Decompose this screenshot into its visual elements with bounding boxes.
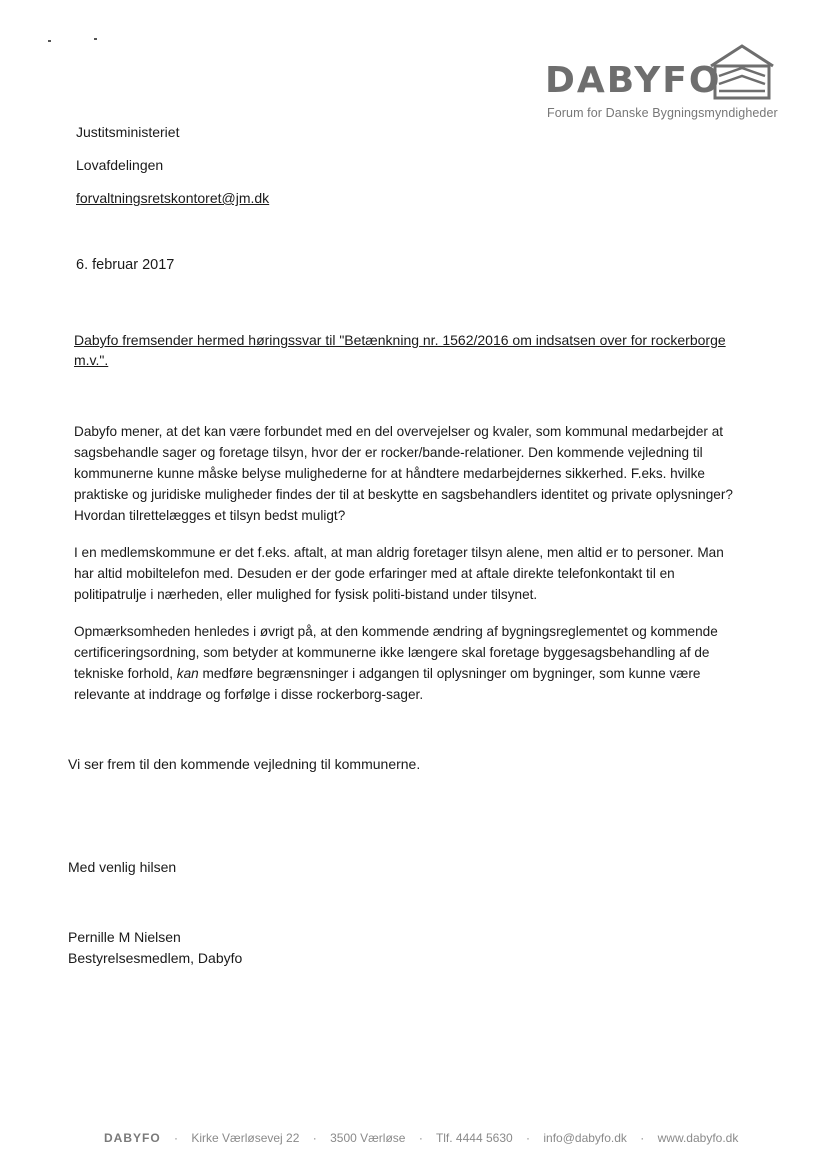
- house-roof-icon: [709, 44, 775, 100]
- footer-separator: ·: [312, 1131, 317, 1145]
- body-paragraph-2: I en medlemskommune er det f.eks. aftalt, at man aldrig foretager tilsyn alene, men altid er to personer. Man har altid mobiltelefon med. Desuden er der gode erfaringer med at aftale direkte telefonkontakt til en politipatrulje i nærheden, eller mulighed for fysisk politi-bistand under tilsynet.: [74, 545, 724, 602]
- letter-footer: [104, 1131, 784, 1145]
- closing-sentence: Vi ser frem til den kommende vejledning til kommunerne.: [68, 756, 421, 772]
- footer-separator: ·: [526, 1131, 531, 1145]
- body-paragraph-1: Dabyfo mener, at det kan være forbundet med en del overvejelser og kvaler, som kommunal medarbejder at sagsbehandle sager og foretage tilsyn, hvor der er rocker/bande-relationer. Den kommende vejledning til kommunerne kunne måske belyse mulighederne for at håndtere medarbejdernes sikkerhed. F.eks. hvilke praktiske og juridiske muligheder findes der til at beskytte en sagsbehandlers identitet og private oplysninger? Hvordan tilrettelægges et tilsyn bedst muligt?: [74, 424, 733, 523]
- letter-subject: Dabyfo fremsender hermed høringssvar til "Betænkning nr. 1562/2016 om indsatsen over for rockerborge m.v.".: [74, 332, 726, 368]
- paragraph-3-text-before: Opmærksomheden henledes i øvrigt på, at den kommende ændring af bygningsreglementet og kommende certificeringsordning, som betyder at kommunerne ikke længere skal foretage byggesagsbehandling af de tekniske forhold,: [74, 624, 718, 681]
- logo-wordmark: DABYFO: [545, 60, 722, 101]
- footer-email-link[interactable]: info@dabyfo.dk: [543, 1131, 627, 1145]
- footer-separator: ·: [418, 1131, 423, 1145]
- letter-date: 6. februar 2017: [76, 257, 175, 273]
- paragraph-3-text-after: medføre begrænsninger i adgangen til oplysninger om bygninger, som kunne være relevante at inddrage og forfølge i disse rockerborg-sager.: [74, 666, 701, 702]
- footer-website-link[interactable]: www.dabyfo.dk: [657, 1131, 739, 1145]
- recipient-ministry: Justitsministeriet: [76, 124, 180, 140]
- footer-separator: ·: [640, 1131, 645, 1145]
- footer-phone: Tlf. 4444 5630: [435, 1131, 513, 1145]
- sign-off: Med venlig hilsen: [68, 859, 177, 875]
- logo-tagline: Forum for Danske Bygningsmyndigheder: [547, 106, 778, 120]
- signatory-title: Bestyrelsesmedlem, Dabyfo: [68, 950, 243, 966]
- paragraph-3-emphasis: kan: [176, 666, 199, 681]
- footer-brand: DABYFO: [104, 1131, 161, 1145]
- footer-city: 3500 Værløse: [330, 1131, 406, 1145]
- body-paragraph-3: [74, 621, 746, 705]
- footer-separator: ·: [174, 1131, 179, 1145]
- recipient-email-link[interactable]: forvaltningsretskontoret@jm.dk: [76, 190, 270, 206]
- signatory-name: Pernille M Nielsen: [68, 929, 181, 945]
- recipient-department: Lovafdelingen: [76, 157, 164, 173]
- dabyfo-logo: [545, 44, 777, 124]
- footer-address: Kirke Værløsevej 22: [191, 1131, 300, 1145]
